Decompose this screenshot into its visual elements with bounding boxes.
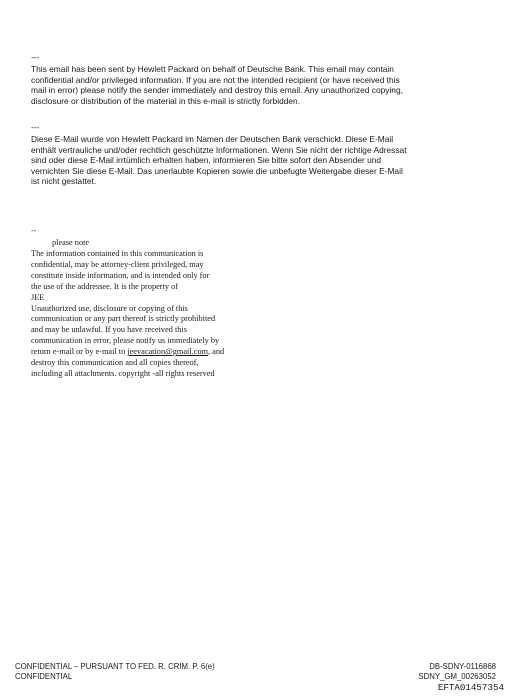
notice-line: Unauthorized use, disclosure or copying of this — [31, 303, 188, 313]
disclaimer-english-line: mail in error) please notify the sender immediately and destroy this email. Any unauthorized copying, — [31, 85, 403, 95]
disclaimer-english-line: This email has been sent by Hewlett Packard on behalf of Deutsche Bank. This email may contain — [31, 64, 394, 74]
footer-left — [15, 662, 215, 681]
disclaimer-german-line: Diese E-Mail wurde von Hewlett Packard im Namen der Deutschen Bank verschickt. Diese E-Mail — [31, 134, 394, 144]
notice-email-line — [31, 347, 224, 358]
disclaimer-german-line: enthält vertrauliche und/oder rechtlich geschützte Informationen. Wenn Sie nicht der richtige Adressat — [31, 144, 407, 155]
confidentiality-notice — [31, 249, 224, 380]
footer-right — [418, 662, 496, 681]
notice-line: communication in error, please notify us immediately by — [31, 336, 220, 346]
disclaimer-english — [31, 64, 403, 106]
notice-line: The information contained in this communication is — [31, 249, 204, 258]
separator-1: --- — [31, 53, 39, 62]
notice-line: communication or any part thereof is strictly prohibited — [31, 314, 216, 324]
notice-line: and may be unlawful. If you have received this — [31, 325, 187, 335]
confidential-label: CONFIDENTIAL — [15, 671, 73, 681]
notice-line: constitute inside information, and is intended only for — [31, 270, 210, 280]
notice-line: including all attachments. copyright -all rights reserved — [31, 368, 215, 378]
separator-2: --- — [31, 123, 39, 132]
disclaimer-german — [31, 134, 407, 187]
notice-line: confidential, may be attorney-client privileged, may — [31, 259, 204, 269]
separator-3: -- — [31, 226, 37, 235]
email-line-prefix: return e-mail or by e-mail to — [31, 347, 128, 357]
efta-number: EFTA01457354 — [437, 682, 504, 693]
confidential-legend: CONFIDENTIAL – PURSUANT TO FED. R. CRIM. P. 6(e) — [15, 662, 215, 671]
email-line-suffix: , and — [207, 347, 225, 357]
disclaimer-german-line: vernichten Sie diese E-Mail. Das unerlaubte Kopieren sowie die unbefugte Weitergabe dieser E-Mail — [31, 165, 403, 176]
disclaimer-english-line: confidential and/or privileged information. If you are not the intended recipient (or have received this — [31, 74, 400, 85]
email-link[interactable]: jeevacation@gmail.com — [127, 347, 208, 357]
disclaimer-german-line: ist nicht gestattet. — [31, 176, 97, 186]
bates-number-db: DB-SDNY-0116868 — [429, 662, 496, 671]
bates-number-sdny: SDNY_GM_00263052 — [418, 671, 496, 681]
notice-line: JEE — [31, 292, 45, 302]
notice-line: destroy this communication and all copies thereof, — [31, 358, 199, 368]
note-heading: please note — [52, 238, 90, 247]
disclaimer-english-line: disclosure or distribution of the material in this e-mail is strictly forbidden. — [31, 95, 301, 106]
notice-line: the use of the addressee. It is the property of — [31, 281, 178, 291]
disclaimer-german-line: sind oder diese E-Mail irrtümlich erhalten haben, informieren Sie bitte sofort den Absender und — [31, 155, 382, 165]
